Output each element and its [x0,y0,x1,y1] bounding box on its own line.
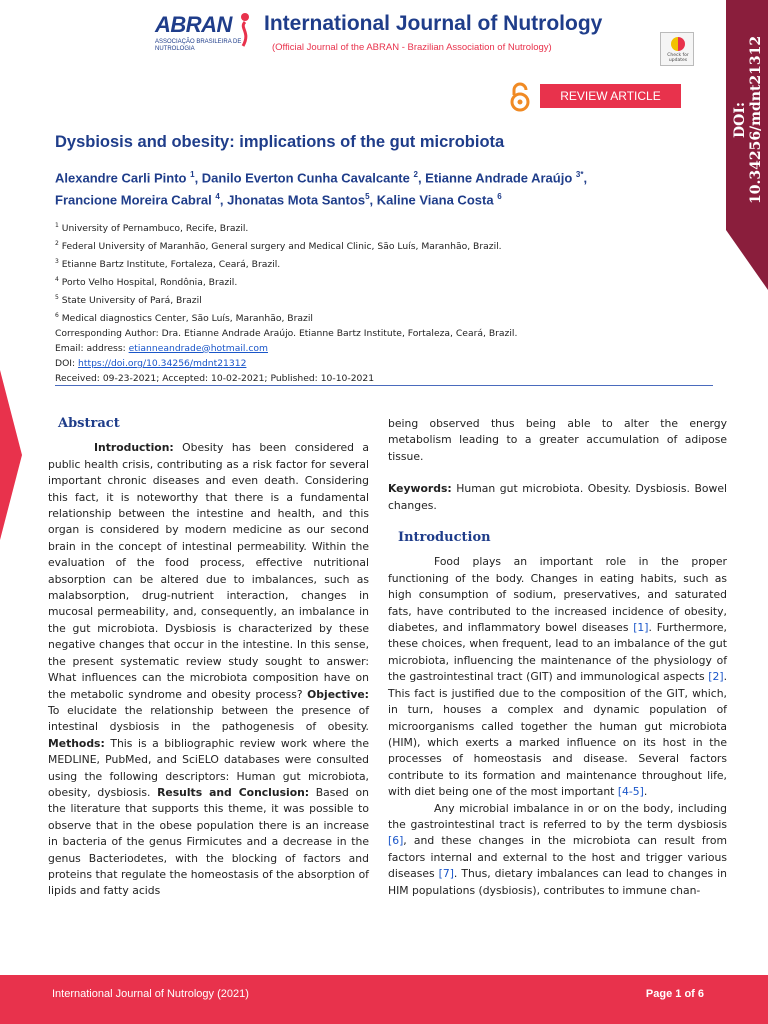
logo-figure-icon [235,12,255,48]
results-label: Results and Conclusion: [157,785,310,799]
keywords [388,481,727,514]
citation-link[interactable]: [2] [708,670,724,684]
check-for-updates-button[interactable] [660,32,694,66]
review-article-badge: REVIEW ARTICLE [540,84,681,108]
intro-paragraph-2: Any microbial imbalance in or on the body, including the gastrointestinal tract is referred to by the term dysbiosis [6], and these changes in the microbiota can result from factors internal and external to the host and trigger various diseases [7]. Thus, dietary imbalances can lead to changes in HIM populations (dysbiosis), contributes to immune chan- [388,801,727,897]
methods-label: Methods: [48,736,105,750]
doi-line [55,357,715,372]
affiliations [55,219,715,386]
author-sup: 4 [215,192,220,202]
citation-link[interactable]: [6] [388,834,404,848]
author-list [55,165,715,210]
author-name[interactable]: Francione Moreira Cabral [55,192,212,208]
crossmark-icon [671,37,685,51]
email-label: Email: address: [55,342,129,354]
affiliation: $^5$ State University of Pará, Brazil [55,293,202,306]
logo-subtitle: ASSOCIAÇÃO BRASILEIRA DE NUTROLOGIA [155,39,242,52]
author-sup: 3* [575,170,584,179]
results-text: Based on the literature that supports this theme, it was possible to observe that in the obese population there is an increase in bacteria of the genus Firmicutes and a decrease in the genus Bacteriodetes, with the blocking of factors and proteins that regulate the homeostasis of the absorption of lipids and fatty acids [48,785,369,898]
author-sup: 5 [365,192,370,202]
left-decoration [0,370,22,540]
affiliation: $^1$ University of Pernambuco, Recife, Brazil. [55,222,249,235]
objective-label: Objective: [307,687,369,701]
methods-text: This is a bibliographic review work where the MEDLINE, PubMed, and SciELO databases were consulted using the following descriptors: Human gut microbiota, obesity, dysbiosis. [48,736,369,799]
doi-vertical-text: DOI: 10.34256/mdnt21312 [732,35,764,205]
affiliation: $^4$ Porto Velho Hospital, Rondônia, Brazil. [55,275,238,288]
article-dates: Received: 09-23-2021; Accepted: 10-02-2021; Published: 10-10-2021 [55,372,375,384]
author-sup: 1 [190,170,195,179]
header-divider [55,385,713,386]
affiliation: $^6$ Medical diagnostics Center, São Luís, Maranhão, Brazil [55,311,313,324]
citation-link[interactable]: [4-5] [617,785,644,799]
email-link[interactable]: etianneandrade@hotmail.com [128,342,268,354]
doi-side-band [726,0,768,230]
affiliation: $^3$ Etianne Bartz Institute, Fortaleza, Ceará, Brazil. [55,257,281,270]
right-column [388,416,727,899]
open-access-icon [508,82,532,112]
intro-text: Obesity has been considered a public health crisis, contributing as a risk factor for several important chronic diseases and even death. Considering this fact, it is noteworthy that there is a fundamental relationship between the intestine and health, and this organ is considered by modern medicine as our second brain in the concept of intestinal permeability. Within the evaluation of the food process, effective nutritional absorption can be altered due to imbalances, such as malabsorption, drug-nutrient interaction, changes in mucosal permeability, and, consequently, an imbalance in the gut microbiota. Dysbiosis is characterized by these negative changes that occur in the intestine. In this sense, the present systematic review study sought to answer: What influences can the microbiota composition have on the metabolic syndrome and obesity process? [48,441,369,701]
article-title: Dysbiosis and obesity: implications of the gut microbiota [55,133,505,151]
author-sup: 2 [413,170,418,179]
author-name[interactable]: Danilo Everton Cunha Cavalcante [201,170,410,186]
abstract-heading: Abstract [58,416,120,431]
author-sup: 6 [497,192,502,202]
citation-link[interactable]: [7] [438,867,454,881]
author-name[interactable]: Alexandre Carli Pinto [55,170,187,186]
affiliation: $^2$ Federal University of Maranhão, General surgery and Medical Clinic, São Luís, Maranhão, Brazil. [55,239,502,253]
abran-logo [155,12,255,60]
left-column [48,416,369,900]
doi-label: DOI: [55,357,79,369]
footer-journal: International Journal of Nutrology (2021) [52,988,249,1000]
page-footer [0,975,768,1024]
authors-line-2: Francione Moreira Cabral $^4$, Jhonatas Mota Santos$^5$, Kaline Viana Costa $^6$ [55,192,502,208]
abstract-continuation: being observed thus being able to alter the energy metabolism leading to a greater accumulation of adipose tissue. [388,417,727,463]
author-name[interactable]: Jhonatas Mota Santos [227,192,366,208]
citation-link[interactable]: [1] [633,621,649,635]
authors-line-1: Alexandre Carli Pinto $^1$, Danilo Everton Cunha Cavalcante $^2$, Etianne Andrade Araújo $^{3*}$, [55,170,588,186]
introduction-heading: Introduction [398,530,491,546]
corresponding-author: Corresponding Author: Dra. Etianne Andrade Araújo. Etianne Bartz Institute, Fortaleza, Ceará, Brazil. [55,327,518,339]
intro-paragraph-1: Food plays an important role in the proper functioning of the body. Changes in eating habits, such as high consumption of sodium, preservatives, and saturated fats, have contributed to the increased incidence of obesity, diabetes, and inflammatory bowel diseases [1]. Furthermore, these choices, when frequent, lead to an imbalance of the gut microbiota, influencing the maintenance of the physiology of the gastrointestinal tract (GIT) and immunological aspects [2]. This fact is justified due to the composition of the GIT, which, in turn, houses a complex and dynamic population of microorganisms called together the human gut microbiota (HIM), which exerts a marked influence on its host in the processes of homeostasis and disease. Several factors contribute to its formation and maintenance throughout life, with diet being one of the most important [4-5]. [388,555,727,799]
logo-wordmark: ABRAN [155,12,232,37]
email-line [55,342,715,357]
author-name[interactable]: Kaline Viana Costa [376,192,494,208]
author-name[interactable]: Etianne Andrade Araújo [425,170,573,186]
keywords-label: Keywords: [388,482,452,496]
intro-label: Introduction: [94,441,174,455]
objective-text: To elucidate the relationship between the presence of intestinal dysbiosis in the pathogenesis of obesity. [48,703,369,734]
footer-page-number: Page 1 of 6 [645,988,704,1000]
journal-title: International Journal of Nutrology [264,12,603,35]
keywords-text: Human gut microbiota. Obesity. Dysbiosis. Bowel changes. [388,482,727,512]
journal-subtitle: (Official Journal of the ABRAN - Brazilian Association of Nutrology) [272,42,552,53]
abstract-body [48,440,369,899]
side-band-tip [726,230,768,290]
doi-link[interactable]: https://doi.org/10.34256/mdnt21312 [78,357,247,369]
check-updates-label: Check for updates [667,53,689,63]
